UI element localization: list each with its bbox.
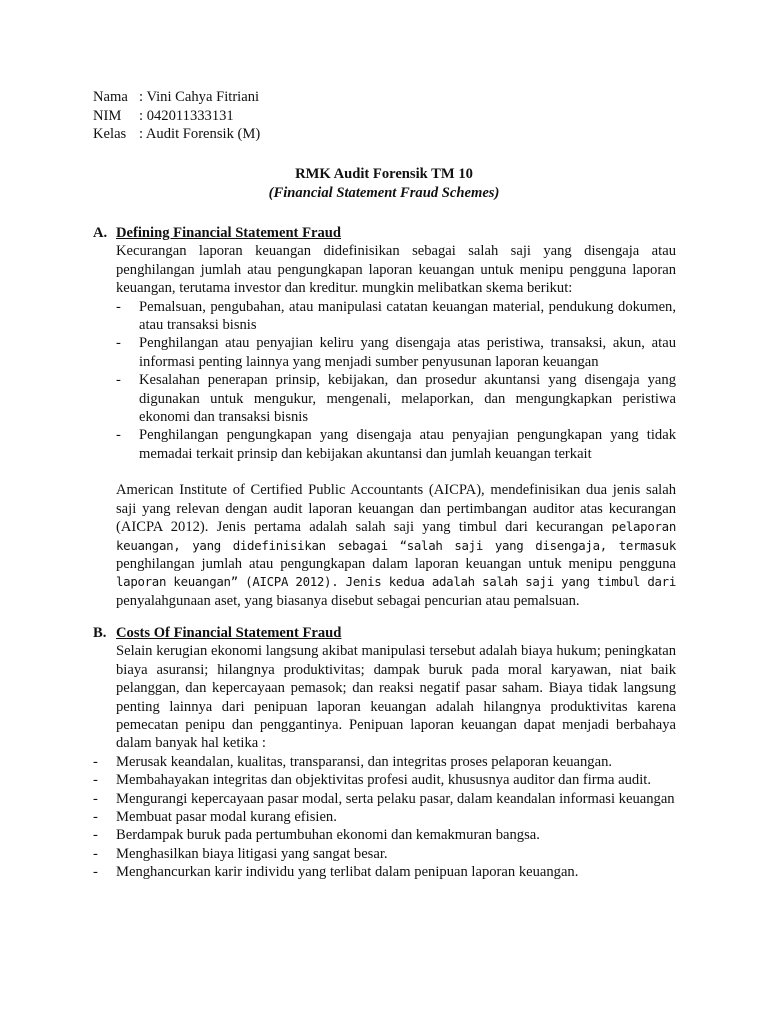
list-dash: - bbox=[93, 845, 98, 862]
name-value: : Vini Cahya Fitriani bbox=[139, 89, 260, 105]
list-dash: - bbox=[116, 427, 121, 444]
section-a-letter: A. bbox=[93, 225, 108, 241]
nim-value: : 042011333131 bbox=[139, 107, 234, 124]
aicpa-text-3: penghilangan jumlah atau pengungkapan dalam laporan keuangan untuk menipu pengguna bbox=[116, 555, 676, 572]
list-item: - Berdampak buruk pada pertumbuhan ekonomi dan kemakmuran bangsa. bbox=[93, 827, 540, 844]
page-title: RMK Audit Forensik TM 10 bbox=[295, 166, 473, 182]
class-label: Kelas bbox=[93, 126, 127, 142]
list-dash: - bbox=[93, 827, 98, 844]
section-b-intro: Selain kerugian ekonomi langsung akibat manipulasi tersebut adalah biaya hukum; peningkatan biaya asuransi; hilangnya produktivitas; dampak buruk pada moral karyawan, niat baik pelanggan, dan kepercayaan pemasok; dan reaksi negatif pasar saham. Biaya tidak langsung penting lainnya dari penipuan laporan keuangan adalah hilangnya produktivitas karena pemecatan penipu dan penggantinya. Penipuan laporan keuangan dapat menjadi berbahaya dalam banyak hal ketika : bbox=[116, 643, 676, 752]
list-dash: - bbox=[93, 864, 98, 881]
section-b bbox=[93, 624, 676, 882]
list-item: - Membuat pasar modal kurang efisien. bbox=[93, 809, 337, 826]
list-item: - Mengurangi kepercayaan pasar modal, serta pelaku pasar, dalam keandalan informasi keuangan bbox=[93, 790, 675, 807]
aicpa-text-5: penyalahgunaan aset, yang biasanya disebut sebagai pencurian atau pemalsuan. bbox=[116, 592, 580, 609]
list-item: - Pemalsuan, pengubahan, atau manipulasi catatan keuangan material, pendukung dokumen, atau transaksi bisnis bbox=[116, 298, 676, 334]
student-info bbox=[93, 88, 260, 144]
page-subtitle: (Financial Statement Fraud Schemes) bbox=[268, 185, 500, 201]
section-a-intro: Kecurangan laporan keuangan didefinisikan sebagai salah saji yang disengaja atau penghilangan jumlah atau pengungkapan laporan keuangan untuk menipu pengguna laporan keuangan, terutama investor dan kreditur. mungkin melibatkan skema berikut: bbox=[116, 243, 676, 297]
section-a-heading bbox=[93, 224, 676, 242]
class-value: : Audit Forensik (M) bbox=[139, 126, 261, 142]
section-b-letter: B. bbox=[93, 625, 107, 641]
section-a-list bbox=[116, 298, 676, 464]
aicpa-text-2: pelaporan keuangan, yang didefinisikan sebagai “salah saji yang disengaja, termasuk bbox=[116, 519, 676, 553]
list-item: - Penghilangan atau penyajian keliru yang disengaja atas peristiwa, transaksi, akun, atau informasi penting lainnya yang menjadi sumber penyusunan laporan keuangan bbox=[116, 335, 676, 370]
list-item: - Menghancurkan karir individu yang terlibat dalam penipuan laporan keuangan. bbox=[93, 864, 579, 881]
list-dash: - bbox=[93, 772, 98, 789]
name-label: Nama bbox=[93, 89, 128, 105]
aicpa-paragraph bbox=[116, 481, 676, 610]
list-dash: - bbox=[116, 335, 121, 352]
aicpa-text-1: American Institute of Certified Public Accountants (AICPA), mendefinisikan dua jenis salah saji yang relevan dengan audit laporan keuangan dan pertimbangan auditor atas kecurangan (AICPA 2012). Jenis pertama adalah salah saji yang timbul dari kecurangan bbox=[116, 482, 676, 536]
list-dash: - bbox=[93, 809, 98, 826]
section-a-title: Defining Financial Statement Fraud bbox=[116, 225, 341, 241]
name-row bbox=[93, 88, 260, 107]
list-item: - Penghilangan pengungkapan yang disengaja atau penyajian pengungkapan yang tidak memadai terkait prinsip dan kebijakan akuntansi dan jumlah keuangan terkait bbox=[116, 427, 676, 462]
aicpa-text-4: laporan keuangan” (AICPA 2012). Jenis kedua adalah salah saji yang timbul dari bbox=[116, 574, 676, 590]
class-row bbox=[93, 125, 260, 144]
list-dash: - bbox=[116, 372, 121, 389]
section-a bbox=[93, 224, 676, 610]
nim-row bbox=[93, 107, 260, 126]
list-dash: - bbox=[93, 753, 98, 770]
list-item: - Merusak keandalan, kualitas, transparansi, dan integritas proses pelaporan keuangan. bbox=[93, 753, 613, 770]
section-b-heading bbox=[93, 624, 676, 642]
section-b-title: Costs Of Financial Statement Fraud bbox=[116, 625, 342, 641]
list-item: - Kesalahan penerapan prinsip, kebijakan, dan prosedur akuntansi yang disengaja yang digunakan untuk mengukur, mengenali, melaporkan, dan mengungkapkan peristiwa ekonomi dan transaksi bisnis bbox=[116, 372, 676, 426]
title-block bbox=[0, 165, 768, 203]
section-b-list bbox=[93, 753, 676, 882]
list-item: - Menghasilkan biaya litigasi yang sangat besar. bbox=[93, 845, 388, 862]
list-item: - Membahayakan integritas dan objektivitas profesi audit, khususnya auditor dan firma audit. bbox=[93, 772, 651, 789]
nim-label: NIM bbox=[93, 107, 122, 124]
list-dash: - bbox=[116, 298, 121, 315]
list-dash: - bbox=[93, 790, 98, 807]
